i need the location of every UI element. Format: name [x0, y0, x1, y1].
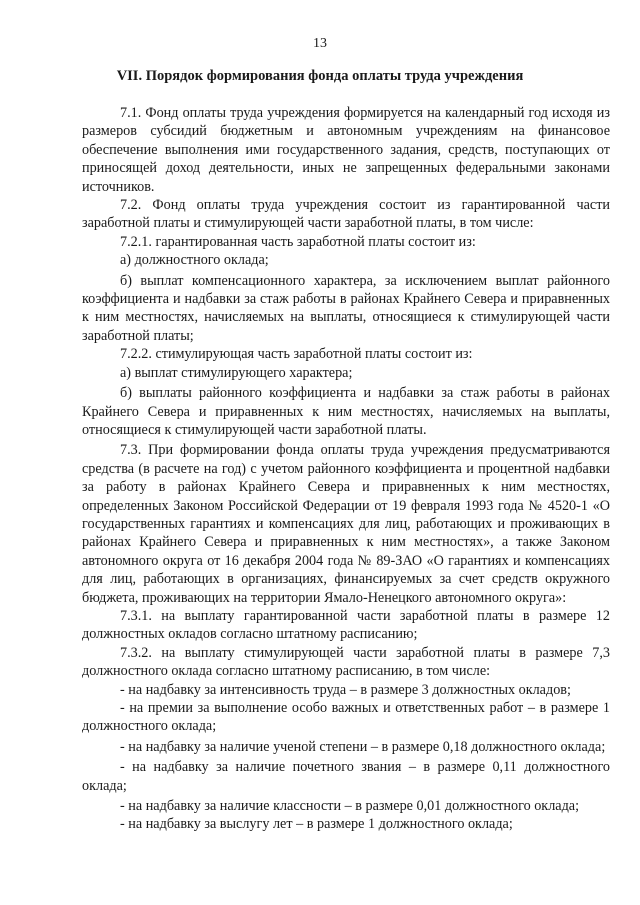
list-item-academic-degree: - на надбавку за наличие ученой степени – в размере 0,18 должностного оклада;: [120, 738, 606, 755]
document-body: [82, 104, 610, 834]
list-item-class-rank: - на надбавку за наличие классности – в размере 0,01 должностного оклада;: [120, 798, 580, 815]
paragraph-7-1: 7.1. Фонд оплаты труда учреждения формируется на календарный год исходя из размеров субсидий бюджетным и автономным учреждениям на финансовое обеспечение выполнения ими государственного задания, средств, поступающих от приносящей доход деятельности, иных не запрещенных федеральными законами источников.: [82, 105, 610, 195]
section-title: VII. Порядок формирования фонда оплаты труда учреждения: [116, 68, 524, 84]
paragraph-7-2-1-b: б) выплат компенсационного характера, за исключением выплат районного коэффициента и надбавки за стаж работы в районах Крайнего Севера и приравненных к ним местностях, начисляемых на выплаты, относящиеся к стимулирующей части заработной платы;: [82, 272, 610, 344]
paragraph-7-2-2-b: б) выплаты районного коэффициента и надбавки за стаж работы в районах Крайнего Севера и приравненных к ним местностях, начисляемых на выплаты, относящиеся к стимулирующей части заработной платы.: [82, 385, 610, 438]
paragraph-7-2-1: 7.2.1. гарантированная часть заработной платы состоит из:: [120, 233, 476, 250]
paragraph-7-2-1-a: а) должностного оклада;: [120, 252, 269, 269]
paragraph-7-2-2: 7.2.2. стимулирующая часть заработной платы состоит из:: [120, 346, 473, 363]
paragraph-7-2-2-a: а) выплат стимулирующего характера;: [120, 364, 353, 381]
paragraph-7-3-1: 7.3.1. на выплату гарантированной части заработной платы в размере 12 должностных окладов согласно штатному расписанию;: [82, 607, 610, 643]
page-number: 13: [313, 36, 327, 51]
paragraph-7-2: 7.2. Фонд оплаты труда учреждения состоит из гарантированной части заработной платы и стимулирующей части заработной платы, в том числе:: [82, 197, 610, 232]
paragraph-7-3: 7.3. При формировании фонда оплаты труда учреждения предусматриваются средства (в расчете на год) с учетом районного коэффициента и процентной надбавки за работу в районах Крайнего Севера и приравненных к ним местностях, определенных Законом Российской Федерации от 19 февраля 1993 года № 4520-1 «О государственных гарантиях и компенсациях для лиц, работающих и проживающих в районах Крайнего Севера и приравненных к ним местностях», а также Законом автономного округа от 16 декабря 2004 года № 89-ЗАО «О гарантиях и компенсациях для лиц, работающих в организациях, финансируемых за счет средств окружного бюджета, проживающих на территории Ямало-Ненецкого автономного округа»:: [82, 442, 610, 606]
paragraph-7-3-2: 7.3.2. на выплату стимулирующей части заработной платы в размере 7,3 должностного оклада согласно штатному расписанию, в том числе:: [82, 644, 610, 680]
list-item-seniority: - на надбавку за выслугу лет – в размере 1 должностного оклада;: [120, 816, 513, 833]
list-item-honorary-title: - на надбавку за наличие почетного звания – в размере 0,11 должностного оклада;: [82, 759, 610, 794]
list-item-bonus-important-work: - на премии за выполнение особо важных и ответственных работ – в размере 1 должностного оклада;: [82, 700, 610, 735]
list-item-intensity: - на надбавку за интенсивность труда – в размере 3 должностных окладов;: [120, 681, 571, 698]
